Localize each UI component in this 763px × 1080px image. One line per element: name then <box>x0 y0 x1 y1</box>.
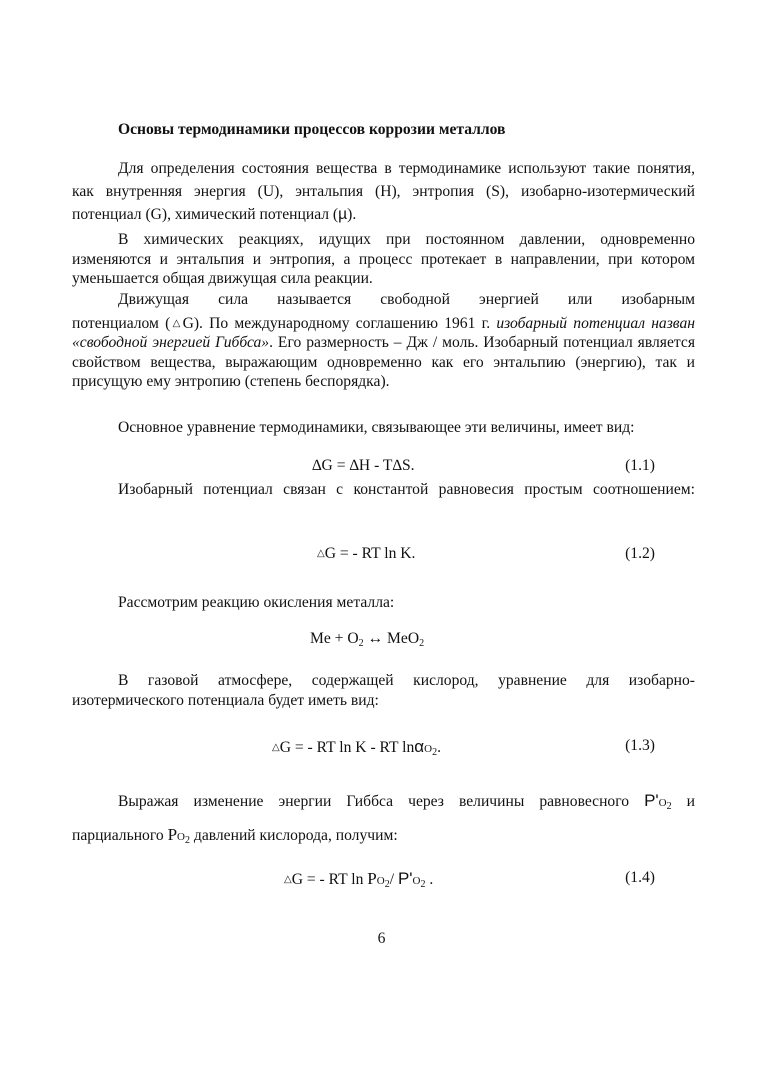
paragraph-oxidation: Рассмотрим реакцию окисления металла: <box>118 594 395 611</box>
equation-1-2-number: (1.2) <box>625 545 655 562</box>
equation-1-4-number: (1.4) <box>625 869 655 886</box>
paragraph-gibbs-pressure-line1: Выражая изменение энергии Гиббса через величины равновесного $P'O_2$ и <box>118 791 695 812</box>
equation-1-4-formula: △G = - RT $\ln PO_2/$ $P'O_2$ . <box>284 869 434 890</box>
paragraph-gibbs-pressure <box>72 790 695 848</box>
page-number: 6 <box>377 930 386 947</box>
oxidation-reaction-formula: $Me + O_2$ ↔ MeO$_2$ <box>310 630 425 649</box>
equation-1-1-number: (1.1) <box>625 457 655 474</box>
paragraph-driving-force-rest: потенциалом (△G). По международному соглашению 1961 г. изобарный потенциал назван «свободной энергией Гиббса». Его размерность – Дж / моль. Изобарный потенциал является свойством вещества, выражающим одновременно как его энтальпию (энергию), так и присущую ему энтропию (степень беспорядка). <box>72 314 696 390</box>
equation-1-1 <box>72 457 695 479</box>
section-heading: Основы термодинамики процессов коррозии металлов <box>118 121 506 138</box>
paragraph-basic-equation: Основное уравнение термодинамики, связывающее эти величины, имеет вид: <box>118 419 635 436</box>
paragraph-gas-atmosphere: В газовой атмосфере, содержащей кислород, уравнение для изобарно-изотермического потенциала будет иметь вид: <box>72 672 695 709</box>
paragraph-gibbs-pressure-line2: парциального $PO_2$ давлений кислорода, получим: <box>72 825 398 846</box>
equation-1-2-formula: △G = - RT ln K. <box>317 545 416 562</box>
equation-1-2 <box>72 545 695 567</box>
paragraph-equilibrium: Изобарный потенциал связан с константой равновесия простым соотношением: <box>118 481 695 498</box>
equation-oxidation-reaction <box>72 630 695 652</box>
equation-1-4 <box>72 869 695 891</box>
paragraph-thermo-concepts: Для определения состояния вещества в термодинамике используют такие понятия, как внутренняя энергия (U), энтальпия (H), энтропия (S), изобарно-изотермический потенциал (G), химический потенциал (µ). <box>72 160 695 223</box>
equation-1-3-number: (1.3) <box>625 737 655 754</box>
equation-1-3 <box>72 737 695 759</box>
paragraph-driving-force-line1: Движущая сила называется свободной энергией или изобарным <box>118 291 695 308</box>
paragraph-driving-force <box>72 290 695 392</box>
equation-1-1-formula: ∆G = ∆H - T∆S. <box>312 457 415 474</box>
paragraph-chemical-reactions: В химических реакциях, идущих при постоянном давлении, одновременно изменяются и энтальпия и энтропия, а процесс протекает в направлении, при котором уменьшается общая движущая сила реакции. <box>72 231 695 287</box>
delta-symbol: △ <box>170 317 183 329</box>
equation-1-3-formula: △G = - RT ln K - RT lnαO$_2$. <box>272 737 441 758</box>
